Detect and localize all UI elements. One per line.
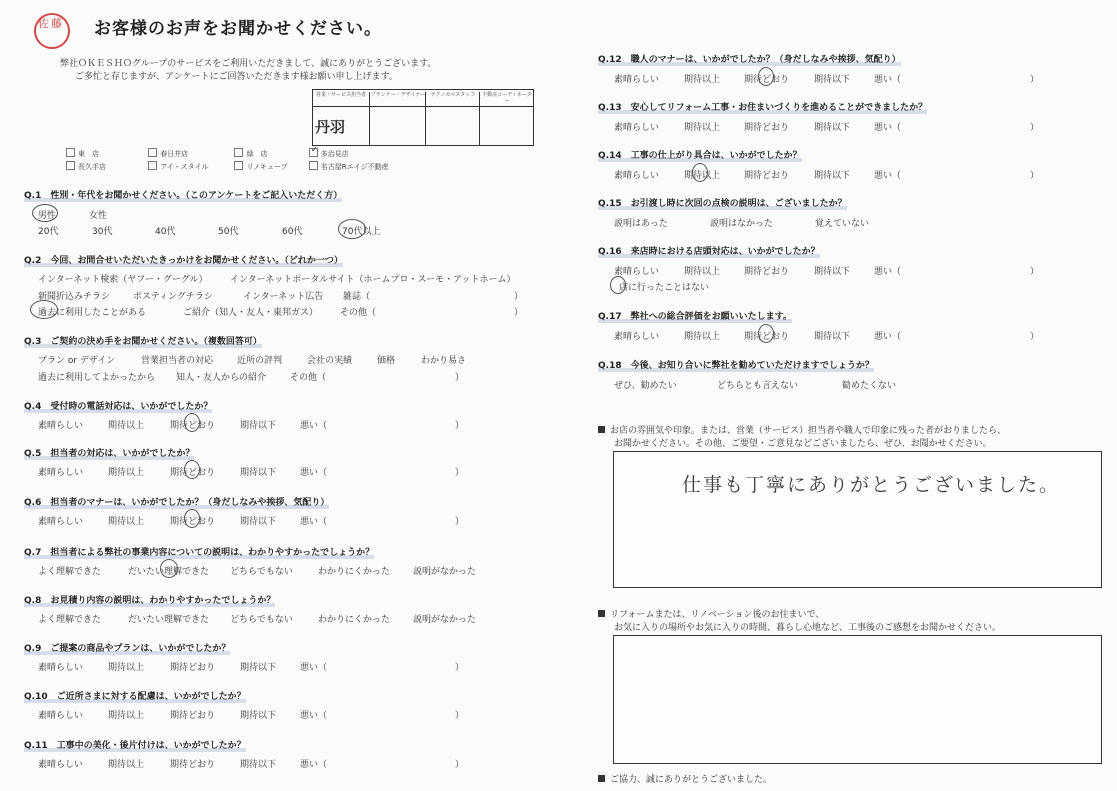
answer-circle <box>758 324 774 343</box>
rating-option[interactable]: 期待以上 <box>108 468 145 478</box>
q2-option[interactable]: 過去に利用したことがある <box>38 308 147 318</box>
understand-option[interactable]: 説明がなかった <box>413 615 477 625</box>
rating-option[interactable]: 悪い（ <box>300 663 328 673</box>
rating-option[interactable]: 素晴らしい <box>38 468 84 478</box>
checkbox-icon <box>234 161 243 170</box>
square-bullet-icon <box>598 610 605 617</box>
q10-label: Q.10 ご近所さまに対する配慮は、いかがでしたか？ <box>24 689 246 702</box>
paren-close: ） <box>455 517 465 527</box>
rating-option[interactable]: 期待以上 <box>108 760 145 770</box>
staff-col-planner: プランナー・デザイナー <box>369 92 426 106</box>
q2-option[interactable]: インターネットポータルサイト（ホームプロ・スーモ・アットホーム） <box>230 275 516 285</box>
q18-option[interactable]: ぜひ、勧めたい <box>614 381 677 391</box>
comment2-prompt-1: リフォームまたは、リノベーション後のお住まいで、 <box>598 607 824 620</box>
rating-option[interactable]: 期待以下 <box>240 421 277 431</box>
q16-label: Q.16 来店時における店頭対応は、いかがでしたか？ <box>598 244 820 257</box>
rating-option[interactable]: 期待以上 <box>684 332 721 342</box>
page-title: お客様のお声をお聞かせください。 <box>94 19 382 39</box>
answer-circle <box>758 67 774 86</box>
answer-circle <box>30 300 58 319</box>
rating-option[interactable]: 期待どおり <box>170 517 216 527</box>
rating-option[interactable]: 期待以下 <box>240 663 277 673</box>
store-option[interactable]: アイ・スタイル <box>148 161 232 172</box>
q16-not-visited[interactable]: 店に行ったことはない <box>619 283 710 293</box>
q1-age-50[interactable]: 50代 <box>218 227 239 237</box>
answer-circle <box>610 276 626 294</box>
q7-label: Q.7 担当者による弊社の事業内容についての説明は、わかりやすかったでしょうか？ <box>24 545 374 558</box>
q2-paren-close: ） <box>514 308 524 318</box>
rating-option[interactable]: 悪い（ <box>874 75 902 85</box>
understand-option[interactable]: だいたい理解できた <box>128 615 210 625</box>
square-bullet-icon <box>598 775 605 782</box>
intro-line-1: 弊社ＯＫＥＳＨＯグループのサービスをご利用いただきまして、誠にありがとうございます。 <box>60 59 437 69</box>
store-row-1 <box>66 145 349 159</box>
q18-option[interactable]: 勧めたくない <box>842 381 897 391</box>
q4-label: Q.4 受付時の電話対応は、いかがでしたか？ <box>24 399 212 412</box>
rating-option[interactable]: 素晴らしい <box>614 267 660 277</box>
q2-option[interactable]: 新聞折込みチラシ <box>38 292 111 302</box>
rating-option[interactable]: 素晴らしい <box>38 663 84 673</box>
q2-option-other[interactable]: その他（ <box>340 308 377 318</box>
q12-label: Q.12 職人のマナーは、いかがでしたか？（身だしなみや挨拶、気配り） <box>598 52 901 65</box>
staff-col-sales: 営業・サービス担当者 <box>315 92 366 98</box>
intro-line-2: ご多忙と存じますが、アンケートにご回答いただきます様お願い申し上げます。 <box>75 72 398 82</box>
q15-option[interactable]: 説明はなかった <box>710 219 774 229</box>
understand-option[interactable]: 説明がなかった <box>413 567 477 577</box>
q1-age-60[interactable]: 60代 <box>282 227 303 237</box>
square-bullet-icon <box>598 426 605 433</box>
staff-entry[interactable]: 丹羽 <box>315 118 346 136</box>
rating-option[interactable]: 期待どおり <box>744 123 790 133</box>
rating-option[interactable]: 素晴らしい <box>38 517 84 527</box>
answer-circle <box>160 559 178 578</box>
q3-option[interactable]: 近所の評判 <box>237 356 283 366</box>
paren-close: ） <box>455 711 465 721</box>
answer-circle <box>32 204 58 222</box>
q11-label: Q.11 工事中の美化・後片付けは、いかがでしたか？ <box>24 738 246 751</box>
checkbox-icon <box>66 148 75 157</box>
rating-option[interactable]: 期待以上 <box>108 421 145 431</box>
rating-option[interactable]: 素晴らしい <box>614 75 660 85</box>
rating-option[interactable]: 素晴らしい <box>38 711 84 721</box>
q3-option[interactable]: プラン or デザイン <box>38 356 116 366</box>
q1-age-30[interactable]: 30代 <box>92 227 113 237</box>
understand-option[interactable]: よく理解できた <box>38 567 102 577</box>
q3-label: Q.3 ご契約の決め手をお聞かせください。（複数回答可） <box>24 334 262 347</box>
staff-col-technical: テクニカルスタッフ <box>425 92 480 106</box>
store-option[interactable]: 春日井店 <box>148 148 232 159</box>
q3-option-other[interactable]: その他（ <box>290 373 327 383</box>
rating-option[interactable]: 悪い（ <box>300 760 328 770</box>
paren-close: ） <box>1030 171 1040 181</box>
paren-close: ） <box>455 421 465 431</box>
rating-option[interactable]: 期待以上 <box>684 75 721 85</box>
answer-circle <box>692 163 708 182</box>
q2-option[interactable]: インターネット広告 <box>243 292 324 302</box>
q1-label: Q.1 性別・年代をお聞かせください。（このアンケートをご記入いただく方） <box>24 188 342 201</box>
rating-option[interactable]: 期待どおり <box>170 760 216 770</box>
q15-label: Q.15 お引渡し時に次回の点検の説明は、ございましたか？ <box>598 196 847 209</box>
paren-close: ） <box>1030 75 1040 85</box>
rating-option[interactable]: 期待以下 <box>240 760 277 770</box>
q15-option[interactable]: 説明はあった <box>614 219 668 229</box>
checkbox-icon <box>234 148 243 157</box>
q14-label: Q.14 工事の仕上がり具合は、いかがでしたか？ <box>598 148 802 161</box>
answer-circle <box>184 413 200 432</box>
q3-option[interactable]: 知人・友人からの紹介 <box>176 373 267 383</box>
rating-option[interactable]: 期待どおり <box>170 663 216 673</box>
rating-option[interactable]: 期待以下 <box>240 711 277 721</box>
rating-option[interactable]: 期待以上 <box>108 711 145 721</box>
q3-paren-close: ） <box>455 373 465 383</box>
q13-label: Q.13 安心してリフォーム工事・お住まいづくりを進めることができましたか？ <box>598 100 927 113</box>
q9-label: Q.9 ご提案の商品やプランは、いかがでしたか？ <box>24 641 230 654</box>
q15-option[interactable]: 覚えていない <box>815 219 870 229</box>
q3-option[interactable]: 会社の実績 <box>307 356 353 366</box>
staff-divider-3 <box>479 106 480 145</box>
answer-circle <box>184 509 200 528</box>
rating-option[interactable]: 悪い（ <box>874 123 902 133</box>
q1-gender-female[interactable]: 女性 <box>89 211 108 221</box>
staff-table-head <box>313 90 533 107</box>
rating-option[interactable]: 期待どおり <box>744 332 790 342</box>
q6-label: Q.6 担当者のマナーは、いかがでしたか？（身だしなみや挨拶、気配り） <box>24 495 329 508</box>
rating-option[interactable]: 期待以上 <box>684 267 721 277</box>
understand-option[interactable]: だいたい理解できた <box>128 567 210 577</box>
rating-option[interactable]: 素晴らしい <box>614 171 660 181</box>
staff-table <box>312 89 534 146</box>
q2-option[interactable]: インターネット検索（ヤフー・グーグル） <box>38 275 208 285</box>
rating-option[interactable]: 期待以下 <box>814 267 851 277</box>
comment2-prompt-2: お気に入りの場所やお気に入りの時間、暮らし心地など、工事後のご感想をお聞かせください。 <box>614 623 1002 633</box>
rating-option[interactable]: 素晴らしい <box>614 123 660 133</box>
rating-option[interactable]: 素晴らしい <box>614 332 660 342</box>
comment2-box[interactable] <box>613 635 1102 764</box>
rating-option[interactable]: 期待以下 <box>814 332 851 342</box>
rating-option[interactable]: 期待以下 <box>814 123 851 133</box>
checkbox-icon <box>148 148 157 157</box>
store-option[interactable]: リノキューブ <box>234 161 306 172</box>
q1-gender-male[interactable]: 男性 <box>38 211 57 221</box>
store-option[interactable]: 緑 店 <box>234 148 306 159</box>
rating-option[interactable]: 悪い（ <box>300 421 328 431</box>
understand-option[interactable]: よく理解できた <box>38 615 102 625</box>
store-option[interactable]: 名古屋Rエイジ不動産 <box>309 161 389 172</box>
store-option-checked[interactable]: ✓ 多治見店 <box>310 145 349 158</box>
rating-option[interactable]: 期待以上 <box>108 517 145 527</box>
rating-option[interactable]: 悪い（ <box>300 517 328 527</box>
q5-label: Q.5 担当者の対応は、いかがでしたか？ <box>24 446 194 459</box>
q3-option[interactable]: 価格 <box>377 356 396 366</box>
rating-option[interactable]: 期待以上 <box>684 123 721 133</box>
checkbox-icon <box>309 161 318 170</box>
paren-close: ） <box>1030 123 1040 133</box>
staff-divider-1 <box>369 106 370 145</box>
q3-option[interactable]: 過去に利用してよかったから <box>38 373 156 383</box>
store-option[interactable]: 東 店 <box>66 148 146 159</box>
seal-stamp-text: 佐藤 <box>38 17 64 30</box>
rating-option[interactable]: 悪い（ <box>300 468 328 478</box>
rating-option[interactable]: 期待どおり <box>744 171 790 181</box>
rating-option[interactable]: 期待以下 <box>814 171 851 181</box>
footer-thanks: ご協力、誠にありがとうございました。 <box>598 772 772 785</box>
understand-option[interactable]: わかりにくかった <box>318 567 391 577</box>
rating-option[interactable]: 期待どおり <box>170 468 216 478</box>
paren-close: ） <box>455 663 465 673</box>
checked-checkbox-icon: ✓ <box>310 145 319 155</box>
q1-age-40[interactable]: 40代 <box>155 227 176 237</box>
q2-option[interactable]: ポスティングチラシ <box>133 292 213 302</box>
q8-label: Q.8 お見積り内容の説明は、わかりやすかったでしょうか？ <box>24 593 275 606</box>
paren-close: ） <box>1030 267 1040 277</box>
comment1-prompt-2: お聞かせください。その他、ご要望・ご意見などございましたら、ぜひ、お聞かせください。 <box>614 439 992 449</box>
rating-option[interactable]: 期待どおり <box>744 75 790 85</box>
staff-col-realestate: 不動産コーディネーター <box>479 92 534 106</box>
paren-close: ） <box>455 468 465 478</box>
rating-option[interactable]: 素晴らしい <box>38 760 84 770</box>
q18-label: Q.18 今後、お知り合いに弊社を勧めていただけますでしょうか？ <box>598 358 874 371</box>
store-option[interactable]: 長久手店 <box>66 161 146 172</box>
rating-option[interactable]: 期待どおり <box>170 711 216 721</box>
comment1-answer[interactable]: 仕事も丁寧にありがとうございました。 <box>682 474 1061 496</box>
answer-circle <box>184 460 200 479</box>
rating-option[interactable]: 期待以上 <box>684 171 721 181</box>
rating-option[interactable]: 悪い（ <box>300 711 328 721</box>
paren-close: ） <box>455 760 465 770</box>
q2-option-magazine[interactable]: 雑誌（ <box>343 292 371 302</box>
q17-label: Q.17 弊社への総合評価をお願いいたします。 <box>598 309 792 322</box>
rating-option[interactable]: 期待以上 <box>108 663 145 673</box>
rating-option[interactable]: 素晴らしい <box>38 421 84 431</box>
q3-option[interactable]: 営業担当者の対応 <box>141 356 214 366</box>
q2-option[interactable]: ご紹介（知人・友人・東邦ガス） <box>183 308 319 318</box>
answer-circle <box>338 219 366 239</box>
rating-option[interactable]: 期待以下 <box>240 517 277 527</box>
understand-option[interactable]: どちらでもない <box>230 567 293 577</box>
rating-option[interactable]: 悪い（ <box>874 171 902 181</box>
rating-option[interactable]: 悪い（ <box>874 267 902 277</box>
rating-option[interactable]: 期待どおり <box>170 421 216 431</box>
rating-option[interactable]: 期待どおり <box>744 267 790 277</box>
staff-divider-2 <box>425 106 426 145</box>
comment1-prompt-1: お店の雰囲気や印象。または、営業（サービス）担当者や職人で印象に残った者がおりましたら、 <box>598 423 1006 436</box>
q2-paren-close: ） <box>514 292 524 302</box>
checkbox-icon <box>148 161 157 170</box>
q2-label: Q.2 今回、お問合せいただいたきっかけをお聞かせください。（どれか一つ） <box>24 253 343 266</box>
store-row-2 <box>66 161 389 172</box>
q1-age-70[interactable]: 70代以上 <box>342 227 381 237</box>
rating-option[interactable]: 期待以下 <box>814 75 851 85</box>
q18-option[interactable]: どちらとも言えない <box>717 381 799 391</box>
understand-option[interactable]: どちらでもない <box>230 615 293 625</box>
q1-age-20[interactable]: 20代 <box>38 227 59 237</box>
rating-option[interactable]: 期待以下 <box>240 468 277 478</box>
checkbox-icon <box>66 161 75 170</box>
paren-close: ） <box>1030 332 1040 342</box>
understand-option[interactable]: わかりにくかった <box>318 615 391 625</box>
q3-option[interactable]: わかり易さ <box>421 356 467 366</box>
rating-option[interactable]: 悪い（ <box>874 332 902 342</box>
